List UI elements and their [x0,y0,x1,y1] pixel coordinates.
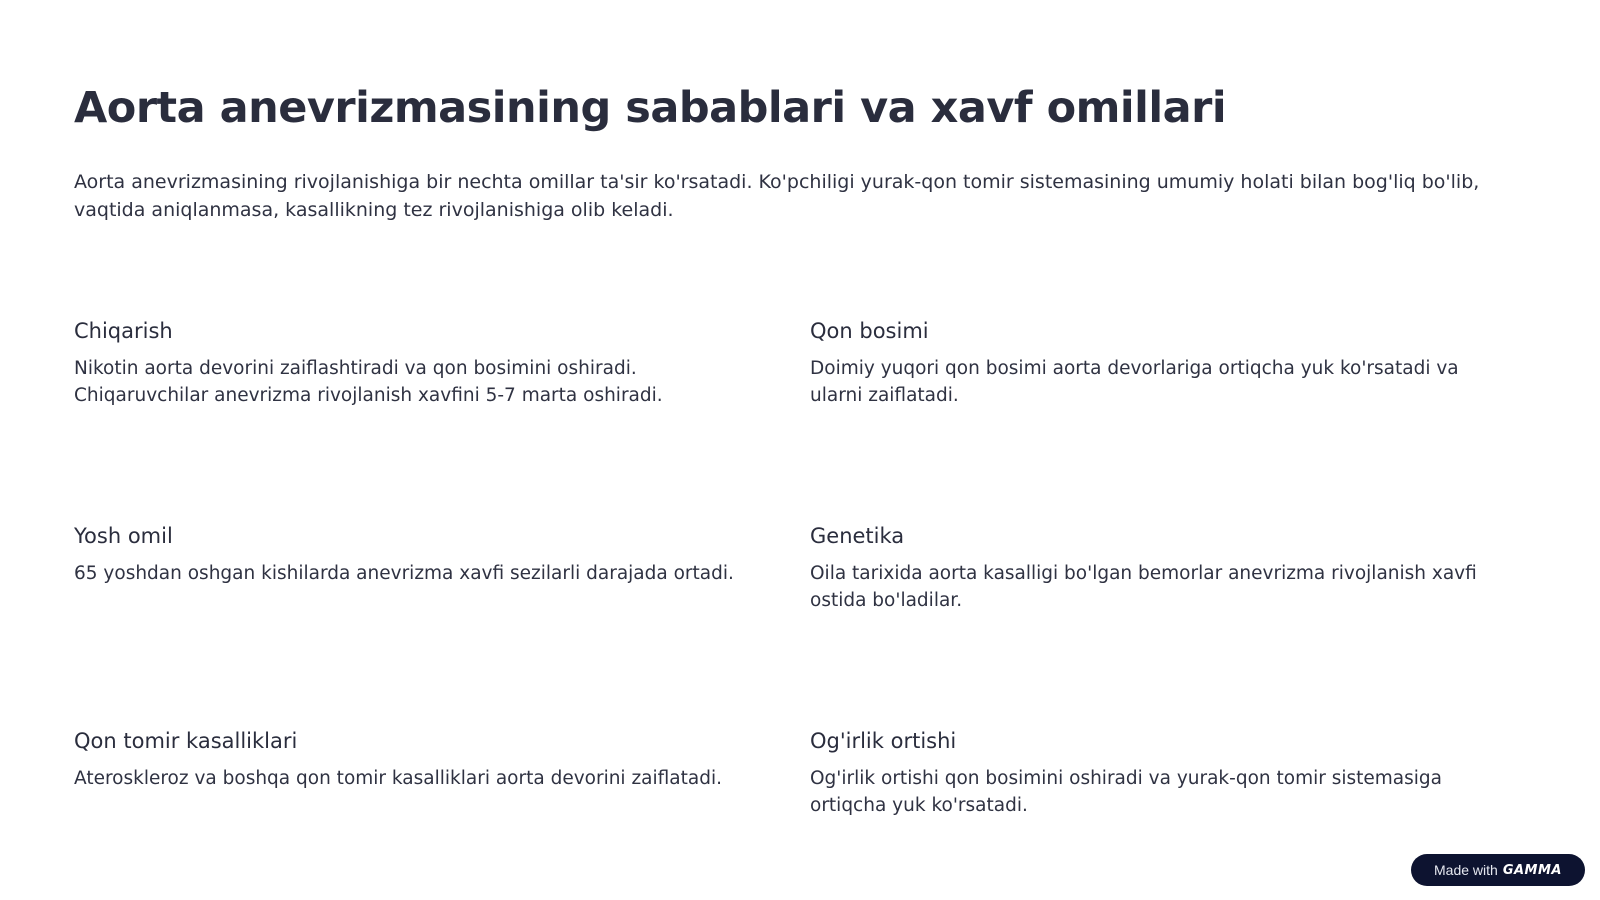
factor-card-weight-gain [810,727,1510,819]
factor-card-age [74,522,774,587]
intro-paragraph: Aorta anevrizmasining rivojlanishiga bir nechta omillar ta'sir ko'rsatadi. Ko'pchiligi yurak-qon tomir sistemasining umumiy holati bilan bog'liq bo'lib, vaqtida aniqlanmasa, kasallikning tez rivojlanishiga olib keladi. [74,171,1480,221]
factor-title: Genetika [810,524,905,548]
factor-description: 65 yoshdan oshgan kishilarda anevrizma xavfi sezilarli darajada ortadi. [74,563,734,584]
factor-description: Og'irlik ortishi qon bosimini oshiradi va yurak-qon tomir sistemasiga ortiqcha yuk ko'rsatadi. [810,768,1442,816]
factor-title: Qon bosimi [810,319,929,343]
factor-title: Qon tomir kasalliklari [74,729,298,753]
factor-description: Oila tarixida aorta kasalligi bo'lgan bemorlar anevrizma rivojlanish xavfi ostida bo'ladilar. [810,563,1477,611]
factor-title: Yosh omil [74,524,173,548]
factor-description: Doimiy yuqori qon bosimi aorta devorlariga ortiqcha yuk ko'rsatadi va ularni zaiflatadi. [810,358,1459,406]
factor-description: Ateroskleroz va boshqa qon tomir kasalliklari aorta devorini zaiflatadi. [74,768,722,789]
factor-card-blood-pressure [810,317,1510,409]
factor-card-genetics [810,522,1510,614]
badge-made-with-label: Made with [1434,862,1498,878]
page-title: Aorta anevrizmasining sabablari va xavf omillari [74,83,1227,133]
factor-title: Chiqarish [74,319,173,343]
gamma-logo: GAMMA [1502,862,1562,878]
made-with-gamma-badge[interactable] [1411,854,1585,886]
factor-card-smoking [74,317,774,409]
factor-description: Nikotin aorta devorini zaiflashtiradi va qon bosimini oshiradi. Chiqaruvchilar anevrizma rivojlanish xavfini 5-7 marta oshiradi. [74,358,663,406]
factor-title: Og'irlik ortishi [810,729,957,753]
factor-card-vascular-diseases [74,727,774,792]
